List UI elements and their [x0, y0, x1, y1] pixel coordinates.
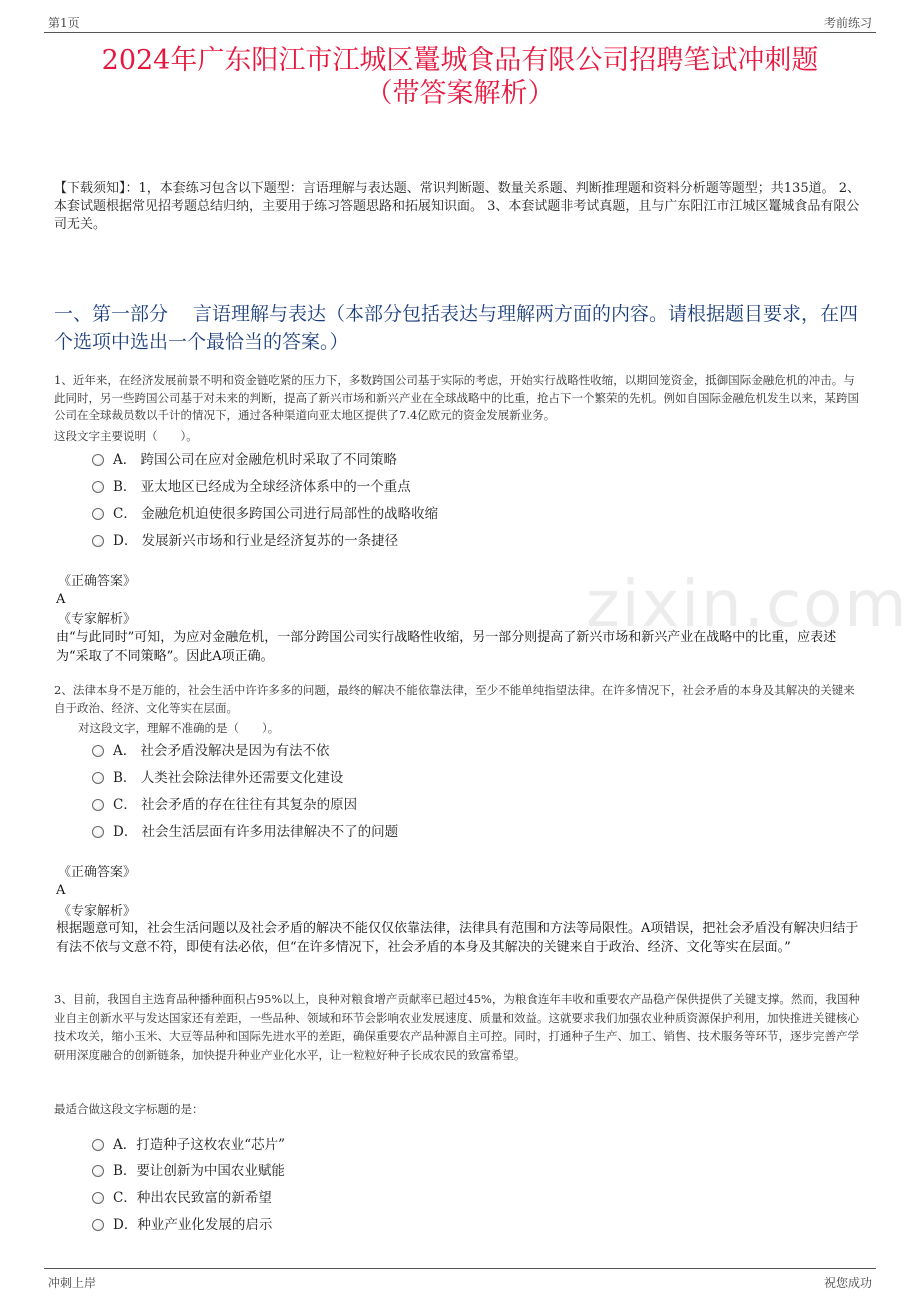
q1-answer: A [56, 592, 66, 607]
q2-option-a[interactable] [92, 742, 330, 760]
radio-icon[interactable] [92, 799, 104, 811]
option-label: A． 跨国公司在应对金融危机时采取了不同策略 [113, 452, 398, 468]
option-label: C．种出农民致富的新希望 [113, 1190, 272, 1206]
q2-option-d[interactable] [92, 823, 398, 841]
q2-option-b[interactable] [92, 769, 343, 787]
option-label: D． 社会生活层面有许多用法律解决不了的问题 [113, 824, 399, 840]
q1-analysis: 由“与此同时”可知，为应对金融危机，一部分跨国公司实行战略性收缩，另一部分则提高了新兴市场和新兴产业在战略中的比重，应表述为“采取了不同策略”。因此A项正确。 [56, 630, 837, 664]
radio-icon[interactable] [92, 745, 104, 757]
q1-stem: 1、近年来，在经济发展前景不明和资金链吃紧的压力下，多数跨国公司基于实际的考虑，开始实行战略性收缩，以期回笼资金，抵御国际金融危机的冲击。与此同时，另一些跨国公司基于对未来的判断，提高了新兴市场和新兴产业在全球战略中的比重，抢占下一个繁荣的先机。例如自国际金融危机发生以来，某跨国公司在全球裁员数以千计的情况下，通过各种渠道向亚太地区提供了7.4亿欧元的资金发展新业务。 [54, 373, 859, 422]
radio-icon[interactable] [92, 1192, 104, 1204]
option-label: A． 社会矛盾没解决是因为有法不依 [113, 743, 330, 759]
radio-icon[interactable] [92, 826, 104, 838]
q1-option-d[interactable] [92, 532, 398, 550]
radio-icon[interactable] [92, 481, 104, 493]
q3-prompt: 最适合做这段文字标题的是： [54, 1102, 204, 1116]
option-label: A．打造种子这枚农业“芯片” [113, 1137, 286, 1153]
q1-option-c[interactable] [92, 505, 438, 523]
download-notice: 【下载须知】：1，本套练习包含以下题型：言语理解与表达题、常识判断题、数量关系题、判断推理题和资料分析题等题型；共135道。 2、本套试题根据常见招考题总结归纳，主要用于练习答题思路和拓展知识面。 3、本套试题非考试真题，且与广东阳江市江城区鼍城食品有限公司无关。 [54, 181, 860, 232]
page-header [44, 10, 876, 33]
q3-stem: 3、目前，我国自主选育品种播种面积占95%以上，良种对粮食增产贡献率已超过45%，为粮食连年丰收和重要农产品稳产保供提供了关键支撑。然而，我国种业自主创新水平与发达国家还有差距，一些品种、领域和环节会影响农业发展速度、质量和效益。这就要求我们加强农业种质资源保护利用，加快推进关键核心技术攻关，缩小玉米、大豆等品种和国际先进水平的差距，确保重要农产品种源自主可控。同时，打通种子生产、加工、销售、技术服务等环节，逐步完善产学研用深度融合的创新链条，加快提升种业产业化水平，让一粒粒好种子长成农民的致富希望。 [54, 992, 860, 1062]
option-label: C． 金融危机迫使很多跨国公司进行局部性的战略收缩 [113, 506, 439, 522]
radio-icon[interactable] [92, 454, 104, 466]
q2-analysis-label: 《专家解析》 [58, 904, 137, 919]
title-line-2: （带答案解析） [365, 78, 555, 109]
q3-option-a[interactable] [92, 1136, 285, 1154]
radio-icon[interactable] [92, 772, 104, 784]
option-label: C． 社会矛盾的存在往往有其复杂的原因 [113, 797, 358, 813]
page-number: 第1页 [48, 16, 80, 30]
radio-icon[interactable] [92, 1139, 104, 1151]
option-label: B． 人类社会除法律外还需要文化建设 [113, 770, 344, 786]
option-label: B．要让创新为中国农业赋能 [113, 1163, 285, 1179]
q2-analysis: 根据题意可知，社会生活问题以及社会矛盾的解决不能仅仅依靠法律，法律具有范围和方法等局限性。A项错误，把社会矛盾没有解决归结于有法不依与文意不符，即使有法必依，但“在许多情况下，社会矛盾的本身及其解决的关键来自于政治、经济、文化等实在层面。” [56, 921, 859, 955]
section-heading: 一、第一部分 言语理解与表达（本部分包括表达与理解两方面的内容。请根据题目要求，在四个选项中选出一个最恰当的答案。） [54, 303, 859, 353]
title-line-1: 2024年广东阳江市江城区鼍城食品有限公司招聘笔试冲刺题 [101, 45, 819, 76]
q1-analysis-label: 《专家解析》 [58, 612, 137, 627]
header-tag: 考前练习 [823, 16, 872, 30]
document-title [40, 44, 880, 110]
q1-option-a[interactable] [92, 451, 397, 469]
footer-left: 冲刺上岸 [48, 1276, 97, 1290]
q2-stem: 2、法律本身不是万能的，社会生活中许许多多的问题，最终的解决不能依靠法律，至少不能单纯指望法律。在许多情况下，社会矛盾的本身及其解决的关键来自于政治、经济、文化等实在层面。 [54, 683, 855, 715]
q3-option-c[interactable] [92, 1189, 272, 1207]
q1-correct-label: 《正确答案》 [58, 574, 137, 589]
q1-option-b[interactable] [92, 478, 411, 496]
q2-answer: A [56, 883, 66, 898]
radio-icon[interactable] [92, 508, 104, 520]
option-label: D． 发展新兴市场和行业是经济复苏的一条捷径 [113, 533, 399, 549]
radio-icon[interactable] [92, 1219, 104, 1231]
q3-option-d[interactable] [92, 1216, 272, 1234]
radio-icon[interactable] [92, 1165, 104, 1177]
q2-prompt: 对这段文字，理解不准确的是（ ）。 [78, 721, 280, 735]
radio-icon[interactable] [92, 535, 104, 547]
option-label: D．种业产业化发展的启示 [113, 1217, 273, 1233]
q1-prompt: 这段文字主要说明（ ）。 [54, 429, 198, 443]
footer-right: 祝您成功 [823, 1276, 872, 1290]
q3-option-b[interactable] [92, 1162, 285, 1180]
q2-option-c[interactable] [92, 796, 357, 814]
q2-correct-label: 《正确答案》 [58, 865, 137, 880]
watermark: zixin.com [586, 568, 909, 642]
page-footer [44, 1268, 876, 1293]
option-label: B． 亚太地区已经成为全球经济体系中的一个重点 [113, 479, 411, 495]
